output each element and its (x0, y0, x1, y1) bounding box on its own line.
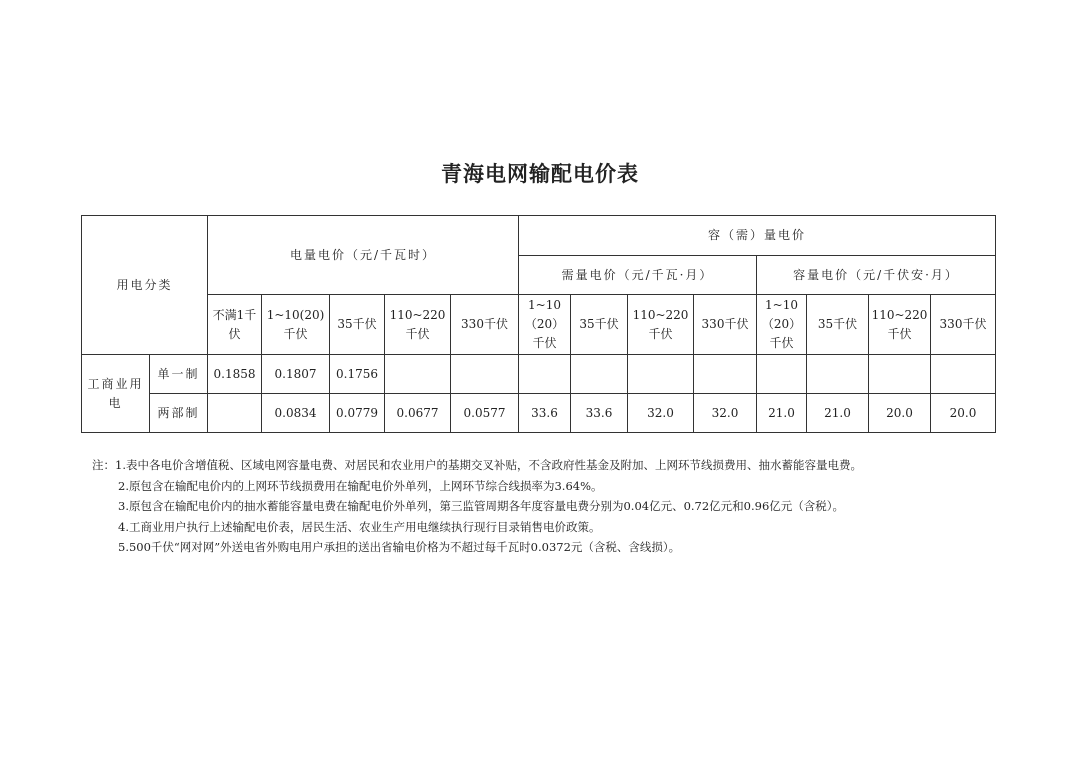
table-cell (757, 355, 807, 394)
table-cell: 0.0779 (330, 394, 385, 433)
energy-level-header: 330千伏 (451, 295, 519, 355)
demand-level-header: 330千伏 (694, 295, 757, 355)
demand-level-header: 35千伏 (571, 295, 628, 355)
capacity-level-header: 1~10（20）千伏 (757, 295, 807, 355)
table-row (82, 355, 996, 394)
table-cell (807, 355, 869, 394)
table-cell (628, 355, 694, 394)
table-cell: 0.1756 (330, 355, 385, 394)
energy-level-header: 110~220千伏 (385, 295, 451, 355)
table-cell: 20.0 (869, 394, 931, 433)
table-cell: 20.0 (931, 394, 996, 433)
table-cell (208, 394, 262, 433)
energy-level-header: 1~10(20)千伏 (262, 295, 330, 355)
note-item: 2.原包含在输配电价内的上网环节线损费用在输配电价外单列，上网环节综合线损率为3.64%。 (118, 478, 603, 493)
note-item: 4.工商业用户执行上述输配电价表，居民生活、农业生产用电继续执行现行目录销售电价政策。 (118, 519, 601, 534)
table-cell: 0.0834 (262, 394, 330, 433)
table-cell: 0.1807 (262, 355, 330, 394)
table-cell: 21.0 (757, 394, 807, 433)
energy-price-header: 电量电价（元/千瓦时） (208, 216, 519, 295)
table-cell (869, 355, 931, 394)
demand-level-header: 110~220千伏 (628, 295, 694, 355)
row-label: 两部制 (150, 394, 208, 433)
capacity-group-header: 容（需）量电价 (519, 216, 996, 256)
table-cell: 33.6 (519, 394, 571, 433)
table-cell (519, 355, 571, 394)
note-item: 注：1.表中各电价含增值税、区域电网容量电费、对居民和农业用户的基期交叉补贴，不含政府性基金及附加、上网环节线损费用、抽水蓄能容量电费。 (92, 458, 862, 472)
table-cell: 0.1858 (208, 355, 262, 394)
notes (92, 455, 1052, 558)
table-cell: 33.6 (571, 394, 628, 433)
capacity-level-header: 330千伏 (931, 295, 996, 355)
price-table (81, 215, 996, 433)
row-label: 单一制 (150, 355, 208, 394)
category-header: 用电分类 (82, 216, 208, 355)
table-cell: 0.0577 (451, 394, 519, 433)
demand-level-header: 1~10（20）千伏 (519, 295, 571, 355)
table-cell (931, 355, 996, 394)
demand-price-header: 需量电价（元/千瓦·月） (519, 256, 757, 295)
note-item: 5.500千伏“网对网”外送电省外购电用户承担的送出省输电价格为不超过每千瓦时0.0372元（含税、含线损）。 (118, 540, 681, 554)
group-label: 工商业用电 (82, 355, 150, 433)
capacity-level-header: 35千伏 (807, 295, 869, 355)
table-cell (694, 355, 757, 394)
page-title: 青海电网输配电价表 (441, 161, 639, 186)
energy-level-header: 35千伏 (330, 295, 385, 355)
capacity-price-header: 容量电价（元/千伏安·月） (757, 256, 996, 295)
table-cell: 32.0 (628, 394, 694, 433)
table-cell (385, 355, 451, 394)
energy-level-header: 不满1千伏 (208, 295, 262, 355)
table-cell (571, 355, 628, 394)
table-cell: 32.0 (694, 394, 757, 433)
table-cell: 21.0 (807, 394, 869, 433)
table-cell: 0.0677 (385, 394, 451, 433)
note-item: 3.原包含在输配电价内的抽水蓄能容量电费在输配电价外单列，第三监管周期各年度容量电费分别为0.04亿元、0.72亿元和0.96亿元（含税）。 (118, 499, 845, 513)
notes-prefix: 注： (92, 458, 115, 472)
table-row (82, 394, 996, 433)
table-cell (451, 355, 519, 394)
capacity-level-header: 110~220千伏 (869, 295, 931, 355)
